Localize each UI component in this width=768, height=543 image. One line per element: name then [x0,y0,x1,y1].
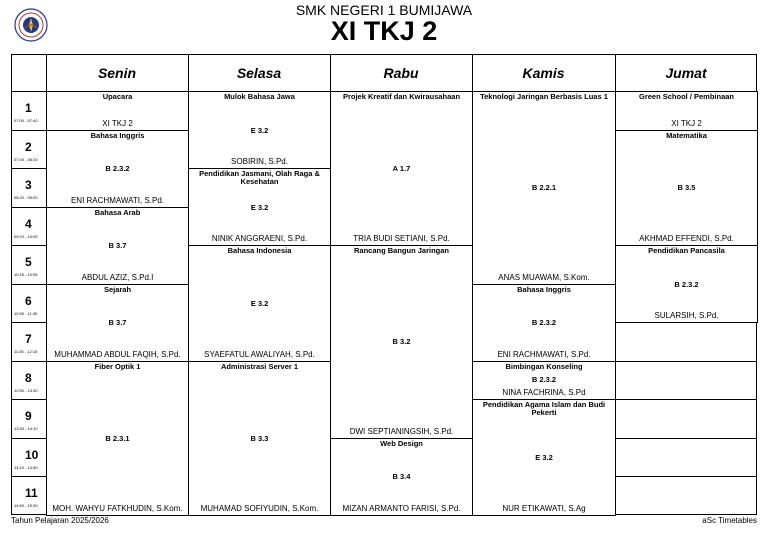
lesson-teacher: ABDUL AZIZ, S.Pd.I [81,272,154,282]
lesson-subject: Pendidikan Agama Islam dan Budi Pekerti [482,400,606,417]
day-header-rabu: Rabu [383,65,419,81]
lesson-cell[interactable] [330,438,473,516]
lesson-teacher: ANAS MUAWAM, S.Kom. [498,272,590,282]
lesson-cell[interactable] [472,284,616,362]
period-number: 3 [25,178,32,192]
school-name: SMK NEGERI 1 BUMIJAWA [295,2,473,18]
period-time: 07:40 - 08:20 [14,156,38,162]
lesson-subject: Bahasa Inggris [90,130,145,140]
lesson-teacher: NINIK ANGGRAENI, S.Pd. [211,234,308,243]
lesson-subject: Rancang Bangun Jaringan [353,246,449,255]
lesson-cell[interactable] [46,284,189,362]
lesson-room: B 3.7 [108,318,127,327]
lesson-room: B 2.3.1 [105,433,130,443]
lesson-teacher: MUHAMMAD ABDUL FAQIH, S.Pd. [54,349,181,359]
period-time: 08:20 - 09:00 [14,195,38,200]
period-time: 13:30 - 14:10 [14,426,38,431]
period-number: 10 [25,447,39,462]
period-label [12,399,46,437]
lesson-cell[interactable] [472,399,616,516]
period-number: 5 [25,255,32,269]
lesson-teacher: TRIA BUDI SETIANI, S.Pd. [353,234,450,243]
lesson-subject: Upacara [102,92,133,101]
lesson-teacher: SYAEFATUL AWALIYAH, S.Pd. [204,349,315,359]
period-label [12,130,46,168]
lesson-room: B 2.3.2 [531,374,557,384]
period-label [12,284,46,322]
period-label [12,245,46,283]
period-number: 8 [25,370,32,385]
generator-credit: aSc Timetables [702,516,757,525]
lesson-subject: Bimbingan Konseling [505,361,583,371]
lesson-cell[interactable] [615,245,758,323]
lesson-cell[interactable] [330,91,473,246]
lesson-room: B 3.2 [392,337,411,347]
period-time: 12:50 - 13:30 [14,387,38,393]
class-title: XI TKJ 2 [330,16,438,46]
lesson-cell[interactable] [46,130,189,208]
lesson-room: B 3.4 [392,472,411,481]
lesson-cell[interactable] [46,91,189,131]
lesson-room: E 3.2 [250,125,269,135]
period-time: 07:00 - 07:40 [14,118,38,123]
period-time: 14:10 - 14:50 [14,464,38,470]
period-number: 11 [25,486,38,500]
lesson-cell[interactable] [188,361,331,516]
lesson-room: B 3.5 [677,183,696,193]
lesson-room: B 2.3.2 [531,318,557,327]
lesson-cell[interactable] [46,361,189,516]
lesson-subject: Fiber Optik 1 [94,361,141,371]
lesson-teacher: DWI SEPTIANINGSIH, S.Pd. [349,426,454,436]
day-header-selasa: Selasa [236,65,282,81]
lesson-room: B 2.3.2 [674,279,699,289]
lesson-room: B 3.3 [250,433,269,443]
lesson-teacher: MOH. WAHYU FATKHUDIN, S.Kom. [52,503,183,513]
lesson-subject: Pendidikan Pancasila [648,246,725,255]
period-time: 14:50 - 15:30 [14,503,38,508]
period-label [12,207,46,245]
lesson-teacher: AKHMAD EFFENDI, S.Pd. [639,234,734,243]
lesson-cell[interactable] [188,91,331,169]
lesson-room: E 3.2 [535,452,553,462]
lesson-teacher: XI TKJ 2 [102,118,133,128]
lesson-subject: Bahasa Indonesia [227,246,292,255]
period-label [12,476,46,514]
lesson-teacher: SULARSIH, S.Pd. [654,311,719,320]
day-header-senin: Senin [97,65,137,81]
period-label [12,438,46,476]
period-label [12,322,46,360]
lesson-subject: Matematika [666,130,707,140]
lesson-teacher: NINA FACHRINA, S.Pd [502,388,586,397]
lesson-cell[interactable] [46,207,189,285]
lesson-room: E 3.2 [250,298,269,308]
lesson-subject: Mulok Bahasa Jawa [224,92,295,101]
lesson-teacher: ENI RACHMAWATI, S.Pd. [70,195,165,205]
lesson-cell[interactable] [330,245,473,439]
lesson-cell[interactable] [472,361,616,401]
lesson-subject: Administrasi Server 1 [220,361,299,371]
lesson-cell[interactable] [188,168,331,246]
period-number: 2 [25,139,32,154]
period-number: 6 [25,293,32,308]
lesson-cell[interactable] [615,91,758,131]
lesson-subject: Bahasa Arab [94,207,141,217]
academic-year: Tahun Pelajaran 2025/2026 [11,516,109,525]
lesson-teacher: MUHAMAD SOFIYUDIN, S.Kom. [200,503,319,513]
period-number: 1 [25,101,32,115]
day-header-jumat: Jumat [665,65,707,81]
lesson-room: B 2.2.1 [531,183,557,193]
lesson-cell[interactable] [472,91,616,285]
lesson-teacher: MIZAN ARMANTO FARISI, S.Pd. [342,503,461,513]
lesson-subject: Projek Kreatif dan Kwirausahaan [342,92,461,101]
period-time: 11:35 - 12:15 [14,349,38,354]
lesson-room: B 3.7 [108,241,127,250]
lesson-room: E 3.2 [250,202,269,212]
period-number: 7 [25,332,32,346]
lesson-teacher: SOBIRIN, S.Pd. [231,157,288,166]
period-time: 10:15 - 10:55 [14,272,38,277]
lesson-subject: Bahasa Inggris [517,284,571,294]
period-time: 09:20 - 10:00 [14,233,38,239]
period-time: 10:55 - 11:35 [14,310,38,316]
lesson-cell[interactable] [188,245,331,362]
timetable-grid [11,54,757,515]
lesson-teacher: ENI RACHMAWATI, S.Pd. [497,349,591,359]
lesson-subject: Teknologi Jaringan Berbasis Luas 1 [480,92,608,101]
lesson-subject: Web Design [380,438,423,448]
lesson-teacher: XI TKJ 2 [671,118,702,128]
lesson-room: B 2.3.2 [105,164,130,173]
lesson-subject: Sejarah [103,284,132,294]
lesson-subject: Pendidikan Jasmani, Olah Raga & Kesehatan [199,169,320,186]
period-label [12,361,46,399]
lesson-cell[interactable] [615,130,758,247]
lesson-subject: Green School / Pembinaan [638,92,735,101]
period-number: 4 [25,216,32,231]
period-number: 9 [25,409,32,423]
period-label [12,91,46,129]
lesson-teacher: NUR ETIKAWATI, S.Ag [502,503,586,513]
day-header-kamis: Kamis [522,65,565,81]
lesson-room: A 1.7 [392,164,411,173]
period-label [12,168,46,206]
